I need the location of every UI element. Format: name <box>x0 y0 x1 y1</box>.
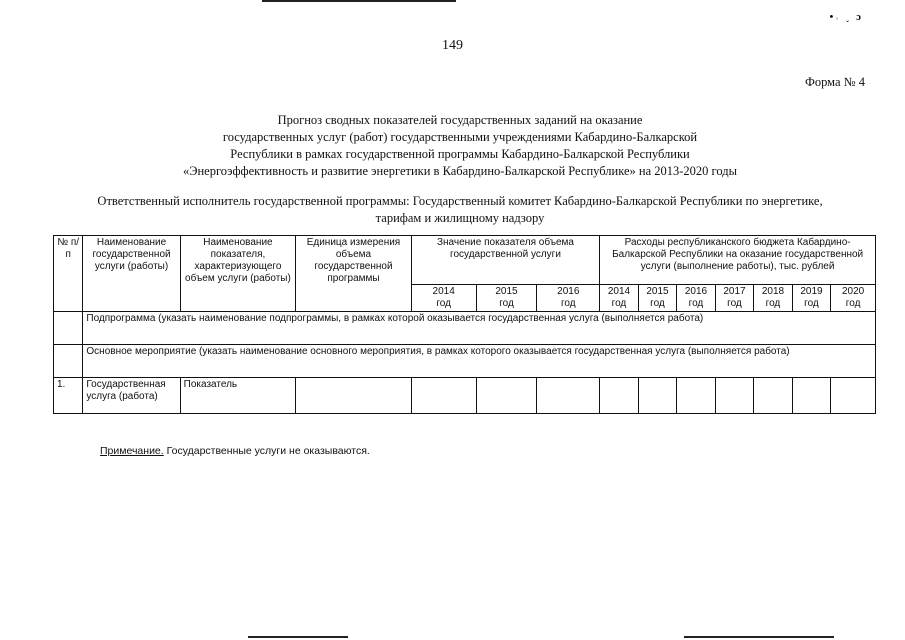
empty-cell <box>792 378 831 414</box>
page-number: 149 <box>442 38 463 53</box>
row-service: Государственная услуга (работа) <box>83 378 180 414</box>
note <box>100 445 370 457</box>
responsible-executor <box>40 193 880 227</box>
empty-cell <box>831 378 876 414</box>
row-num: 1. <box>54 378 83 414</box>
note-text: Государственные услуги не оказываются. <box>166 445 370 457</box>
header-unit: Единица измерения объема государственной программы <box>296 236 412 312</box>
document-title <box>60 112 860 180</box>
note-label: Примечание. <box>100 445 164 457</box>
empty-cell <box>476 378 537 414</box>
title-line: Прогноз сводных показателей государственных заданий на оказание <box>277 113 643 127</box>
expense-year-cell: 2014 год <box>600 285 639 312</box>
empty-cell <box>677 378 716 414</box>
title-line: государственных услуг (работ) государственными учреждениями Кабардино-Балкарской <box>222 130 698 144</box>
empty-cell <box>638 378 677 414</box>
expense-year-cell: 2017 год <box>715 285 754 312</box>
executor-line: Ответственный исполнитель государственной программы: Государственный комитет Кабардино-Балкарской Республики по энергетике, <box>97 194 823 208</box>
empty-cell <box>411 378 476 414</box>
expense-year-cell: 2016 год <box>677 285 716 312</box>
expense-year-cell: 2019 год <box>792 285 831 312</box>
forecast-table <box>53 235 876 414</box>
subprogram-text: Подпрограмма (указать наименование подпрограммы, в рамках которой оказывается государственная услуга (выполняется работа) <box>83 312 876 345</box>
header-num: № п/п <box>54 236 83 312</box>
scan-artifact-top <box>262 0 456 2</box>
header-service-name: Наименование государственной услуги (работы) <box>83 236 180 312</box>
expense-year-cell: 2015 год <box>638 285 677 312</box>
title-line: Республики в рамках государственной программы Кабардино-Балкарской Республики <box>230 147 690 161</box>
scan-artifact-bottom-right <box>684 636 834 638</box>
empty-cell <box>715 378 754 414</box>
value-year-cell: 2014 год <box>411 285 476 312</box>
empty-cell <box>54 312 83 345</box>
table-row <box>54 378 876 414</box>
executor-line: тарифам и жилищному надзору <box>375 211 545 225</box>
form-label: Форма № 4 <box>805 75 865 89</box>
empty-cell <box>600 378 639 414</box>
title-line: «Энергоэффективность и развитие энергетики в Кабардино-Балкарской Республике» на 2013-2020 годы <box>182 164 738 178</box>
empty-cell <box>754 378 793 414</box>
scan-artifact-bottom-left <box>248 636 348 638</box>
subprogram-row <box>54 312 876 345</box>
empty-cell <box>296 378 412 414</box>
header-indicator-name: Наименование показателя, характеризующего объем услуги (работы) <box>180 236 296 312</box>
expense-year-cell: 2018 год <box>754 285 793 312</box>
corner-handwritten-marks: •˓ ˯ ɔ <box>829 11 863 23</box>
empty-cell <box>537 378 600 414</box>
main-event-row <box>54 345 876 378</box>
header-value-group: Значение показателя объема государственной услуги <box>411 236 599 285</box>
main-event-text: Основное мероприятие (указать наименование основного мероприятия, в рамках которого оказывается государственная услуга (выполняется работа) <box>83 345 876 378</box>
header-row <box>54 236 876 285</box>
row-indicator: Показатель <box>180 378 296 414</box>
value-year-cell: 2015 год <box>476 285 537 312</box>
expense-year-cell: 2020 год <box>831 285 876 312</box>
header-expense-group: Расходы республиканского бюджета Кабардино-Балкарской Республики на оказание государственной услуги (выполнение работы), тыс. рублей <box>600 236 876 285</box>
empty-cell <box>54 345 83 378</box>
value-year-cell: 2016 год <box>537 285 600 312</box>
